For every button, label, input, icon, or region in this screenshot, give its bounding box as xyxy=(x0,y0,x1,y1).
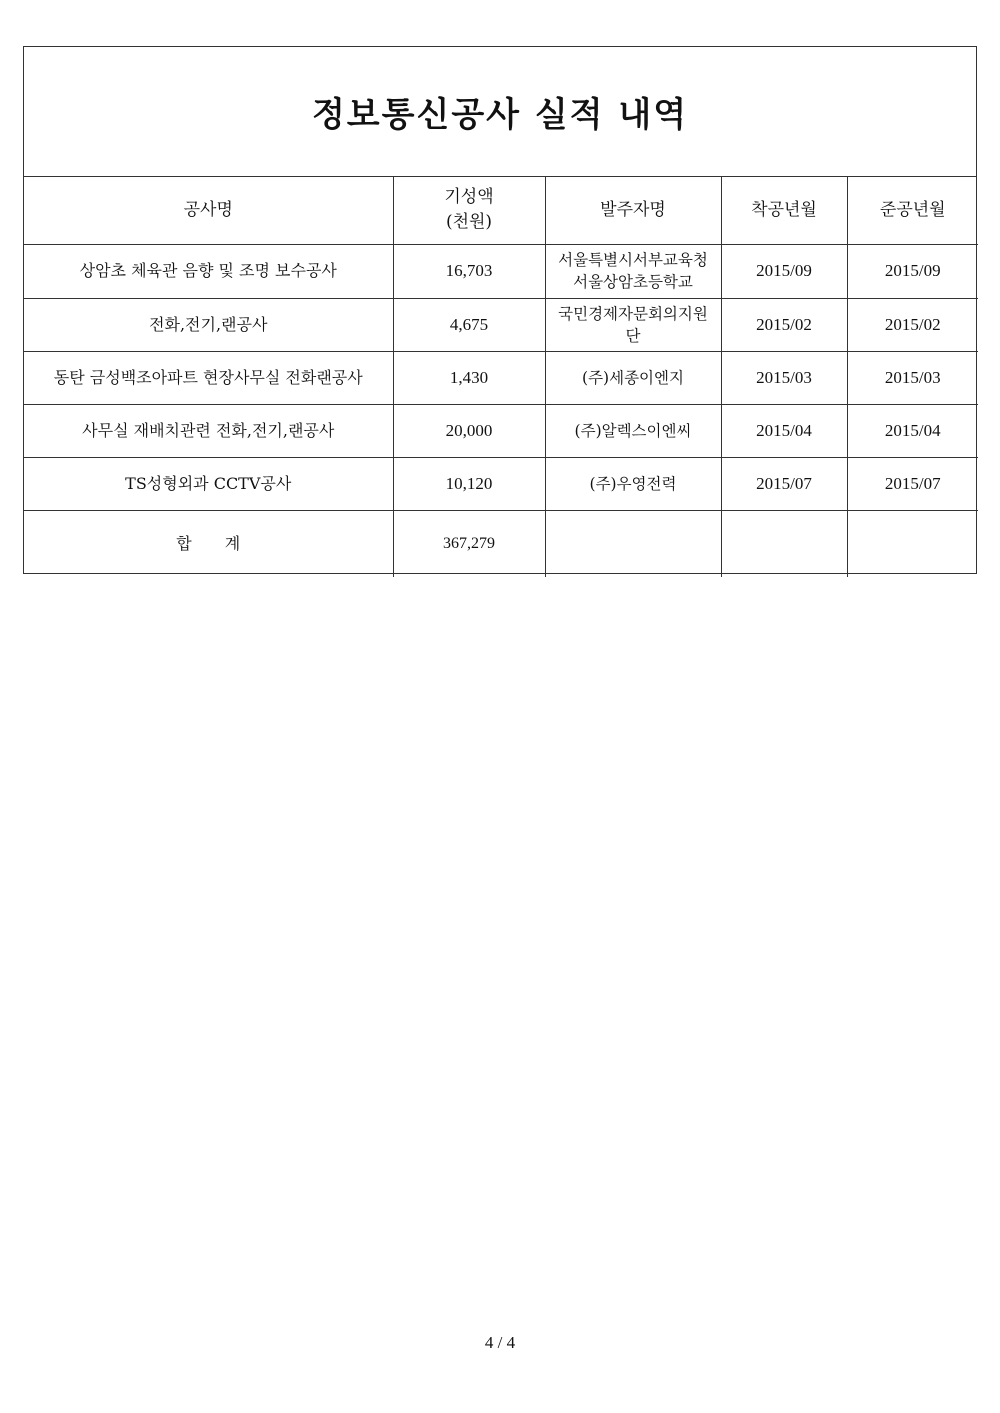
total-empty-cell xyxy=(847,510,978,577)
project-name-cell: 상암초 체육관 음향 및 조명 보수공사 xyxy=(24,244,393,298)
column-header-amount-label: 기성액 xyxy=(444,187,494,208)
page-title: 정보통신공사 실적 내역 xyxy=(311,95,689,135)
start-date-cell: 2015/04 xyxy=(721,404,847,457)
client-cell: (주)알렉스이엔씨 xyxy=(545,404,721,457)
column-header-client: 발주자명 xyxy=(545,177,721,244)
records-table xyxy=(24,177,978,577)
start-date-cell: 2015/09 xyxy=(721,244,847,298)
column-header-start: 착공년월 xyxy=(721,177,847,244)
table-row xyxy=(24,457,978,510)
client-cell: (주)우영전력 xyxy=(545,457,721,510)
column-header-project: 공사명 xyxy=(24,177,393,244)
client-name-line: 서울특별시서부교육청 xyxy=(558,251,708,269)
amount-cell: 10,120 xyxy=(393,457,545,510)
column-header-amount-unit: (천원) xyxy=(445,212,493,233)
client-name-line: 단 xyxy=(625,326,641,345)
table-header-row xyxy=(24,177,978,244)
client-name-line: 서울상암초등학교 xyxy=(573,273,693,291)
amount-cell: 1,430 xyxy=(393,351,545,404)
project-name-cell: 전화,전기,랜공사 xyxy=(24,298,393,351)
amount-cell: 4,675 xyxy=(393,298,545,351)
page-number: 4 / 4 xyxy=(484,1333,516,1352)
project-name-cell: TS성형외과 CCTV공사 xyxy=(24,457,393,510)
end-date-cell: 2015/02 xyxy=(847,298,978,351)
amount-cell: 20,000 xyxy=(393,404,545,457)
end-date-cell: 2015/07 xyxy=(847,457,978,510)
title-box xyxy=(24,47,976,177)
start-date-cell: 2015/07 xyxy=(721,457,847,510)
total-row xyxy=(24,510,978,577)
table-row xyxy=(24,244,978,298)
project-name-cell: 사무실 재배치관련 전화,전기,랜공사 xyxy=(24,404,393,457)
end-date-cell: 2015/03 xyxy=(847,351,978,404)
table-row xyxy=(24,298,978,351)
end-date-cell: 2015/04 xyxy=(847,404,978,457)
start-date-cell: 2015/03 xyxy=(721,351,847,404)
table-row xyxy=(24,404,978,457)
column-header-amount xyxy=(393,177,545,244)
column-header-end: 준공년월 xyxy=(847,177,978,244)
start-date-cell: 2015/02 xyxy=(721,298,847,351)
amount-cell: 16,703 xyxy=(393,244,545,298)
client-cell xyxy=(545,244,721,298)
table-row xyxy=(24,351,978,404)
client-name-line: 국민경제자문회의지원 xyxy=(558,304,708,323)
records-document xyxy=(23,46,977,574)
total-empty-cell xyxy=(545,510,721,577)
end-date-cell: 2015/09 xyxy=(847,244,978,298)
client-cell: (주)세종이엔지 xyxy=(545,351,721,404)
total-amount: 367,279 xyxy=(393,510,545,577)
project-name-cell: 동탄 금성백조아파트 현장사무실 전화랜공사 xyxy=(24,351,393,404)
client-cell xyxy=(545,298,721,351)
total-label: 합 계 xyxy=(24,510,393,577)
total-empty-cell xyxy=(721,510,847,577)
